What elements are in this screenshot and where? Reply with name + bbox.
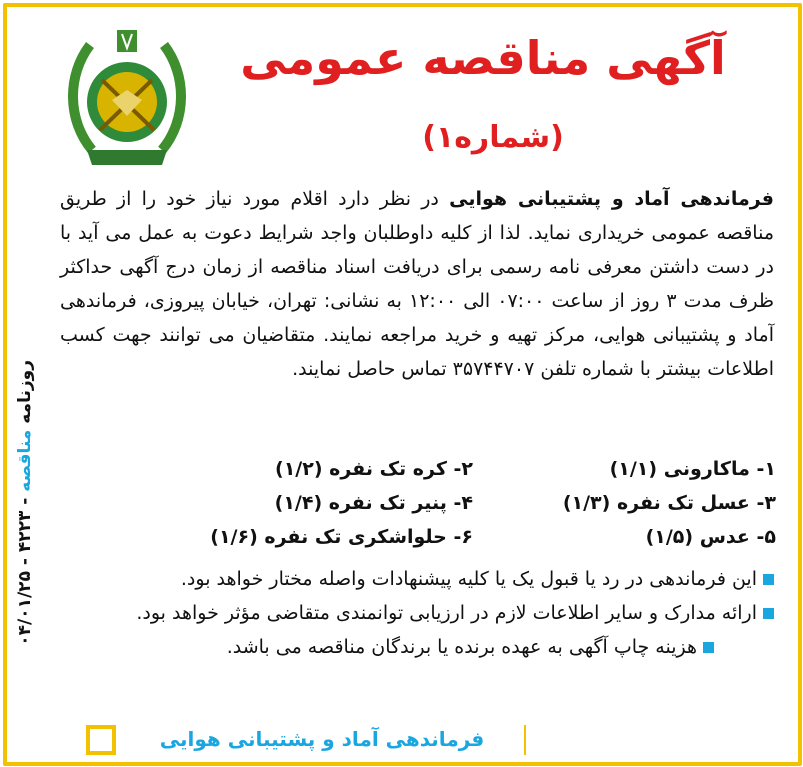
note-text: این فرماندهی در رد یا قبول یک یا کلیه پیشنهادات واصله مختار خواهد بود. <box>180 568 757 590</box>
item-2: ۲- کره تک نفره (۱/۲) <box>275 458 473 480</box>
ad-body <box>60 182 774 386</box>
note-item <box>60 630 774 664</box>
army-emblem <box>62 20 192 170</box>
caption-prefix: روزنامه <box>15 360 35 424</box>
list-item <box>170 486 776 520</box>
note-item <box>60 596 774 630</box>
item-5: ۵- عدس (۱/۵) <box>645 526 776 548</box>
ad-title: آگهی مناقصه عمومی <box>240 31 726 85</box>
item-4: ۴- پنیر تک نفره (۱/۴) <box>274 492 473 514</box>
newspaper-brand: مناقصه <box>15 429 35 492</box>
org-name: فرماندهی آماد و پشتیبانی هوایی <box>449 188 775 210</box>
issue-info: - ۴۲۲۳ - ۰۴/۰۱/۲۵ <box>15 497 35 646</box>
note-item <box>60 562 774 596</box>
item-6: ۶- حلواشکری تک نفره (۱/۶) <box>210 526 473 548</box>
square-bullet-icon <box>763 574 774 585</box>
body-paragraph: در نظر دارد اقلام مورد نیاز خود را از طریق مناقصه عمومی خریداری نماید. لذا از کلیه داوطلبان واجد شرایط دعوت به عمل می آید با در دست داشتن معرفی نامه رسمی برای دریافت اسناد مناقصه از زمان درج آگهی حداکثر ظرف مدت ۳ روز از ساعت ۰۷:۰۰ الی ۱۲:۰۰ به نشانی: تهران، خیابان پیروزی، فرماندهی آماد و پشتیبانی هوایی، مرکز تهیه و خرید مراجعه نمایند. متقاضیان می توانند جهت کسب اطلاعات بیشتر با شماره تلفن ۳۵۷۴۴۷۰۷ تماس حاصل نمایند. <box>60 188 775 380</box>
footer-square-left <box>86 725 116 755</box>
notes-list <box>60 562 774 664</box>
ad-number: (شماره۱) <box>422 120 564 155</box>
item-1: ۱- ماکارونی (۱/۱) <box>609 458 776 480</box>
newspaper-caption <box>12 360 38 646</box>
note-text: هزینه چاپ آگهی به عهده برنده یا برندگان مناقصه می باشد. <box>226 636 697 658</box>
note-text: ارائه مدارک و سایر اطلاعات لازم در ارزیابی توانمندی متقاضی مؤثر خواهد بود. <box>136 602 757 624</box>
items-list <box>170 452 776 554</box>
footer-org: فرماندهی آماد و پشتیبانی هوایی <box>120 719 524 759</box>
square-bullet-icon <box>703 642 714 653</box>
item-3: ۳- عسل تک نفره (۱/۳) <box>562 492 776 514</box>
list-item <box>170 452 776 486</box>
list-item <box>170 520 776 554</box>
square-bullet-icon <box>763 608 774 619</box>
